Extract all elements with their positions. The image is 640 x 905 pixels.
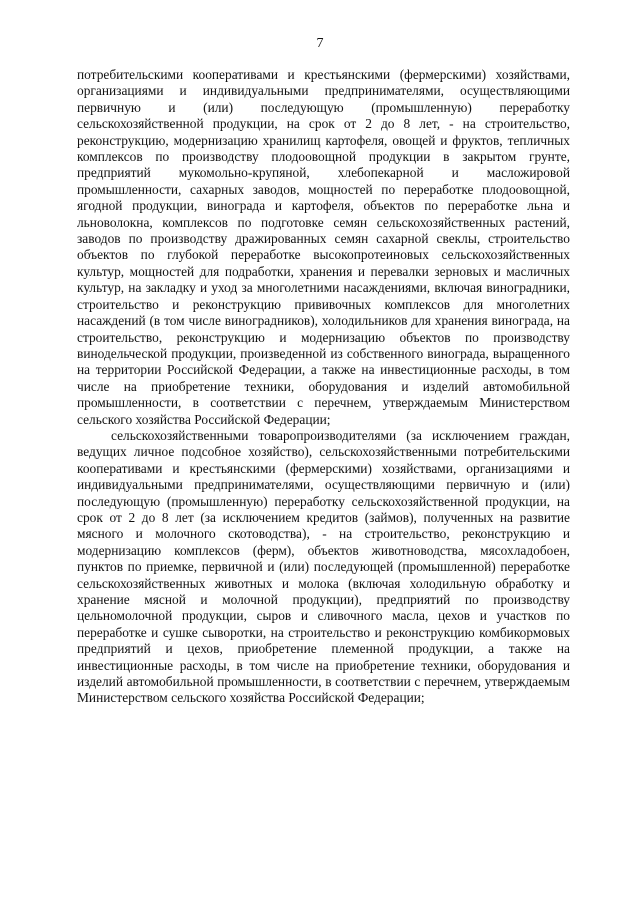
paragraph-continuation: потребительскими кооперативами и крестьянскими (фермерскими) хозяйствами, организациями и индивидуальными предпринимателями, осуществляющими первичную и (или) последующую (промышленную) переработку сельскохозяйственной продукции, на срок от 2 до 8 лет, - на строительство, реконструкцию, модернизацию хранилищ картофеля, овощей и фруктов, тепличных комплексов по производству плодоовощной продукции в закрытом грунте, предприятий мукомольно-крупяной, хлебопекарной и масложировой промышленности, сахарных заводов, мощностей по переработке плодоовощной, ягодной продукции, винограда и картофеля, объектов по переработке льна и льноволокна, комплексов по подготовке семян сельскохозяйственных растений, заводов по производству дражированных семян сахарной свеклы, строительство объектов по глубокой переработке высокопротеиновых сельскохозяйственных культур, мощностей для подработки, хранения и перевалки зерновых и масличных культур, на закладку и уход за многолетними насаждениями, включая виноградники, строительство и реконструкцию прививочных комплексов для многолетних насаждений (в том числе виноградников), холодильников для хранения винограда, на строительство, реконструкцию и модернизацию объектов по производству винодельческой продукции, произведенной из собственного винограда, выращенного на территории Российской Федерации, а также на инвестиционные расходы, в том числе на приобретение техники, оборудования и изделий автомобильной промышленности, в соответствии с перечнем, утверждаемым Министерством сельского хозяйства Российской Федерации; bbox=[77, 67, 570, 427]
page-number: 7 bbox=[316, 36, 324, 51]
document-body bbox=[77, 67, 570, 707]
paragraph-livestock-loans: сельскохозяйственными товаропроизводителями (за исключением граждан, ведущих личное подсобное хозяйство), сельскохозяйственными потребительскими кооперативами и крестьянскими (фермерскими) хозяйствами, организациями и индивидуальными предпринимателями, осуществляющими первичную и (или) последующую (промышленную) переработку сельскохозяйственной продукции, на срок от 2 до 8 лет (за исключением кредитов (займов), полученных на развитие мясного и молочного скотоводства), - на строительство, реконструкцию и модернизацию комплексов (ферм), объектов животноводства, мясохладобоен, пунктов по приемке, первичной и (или) последующей (промышленной) переработке сельскохозяйственных животных и молока (включая холодильную обработку и хранение мясной и молочной продукции), предприятий по производству цельномолочной продукции, сыров и сливочного масла, цехов и участков по переработке и сушке сыворотки, на строительство и реконструкцию комбикормовых предприятий и цехов, приобретение племенной продукции, а также на инвестиционные расходы, в том числе на приобретение техники, оборудования и изделий автомобильной промышленности, в соответствии с перечнем, утверждаемым Министерством сельского хозяйства Российской Федерации; bbox=[77, 427, 570, 706]
